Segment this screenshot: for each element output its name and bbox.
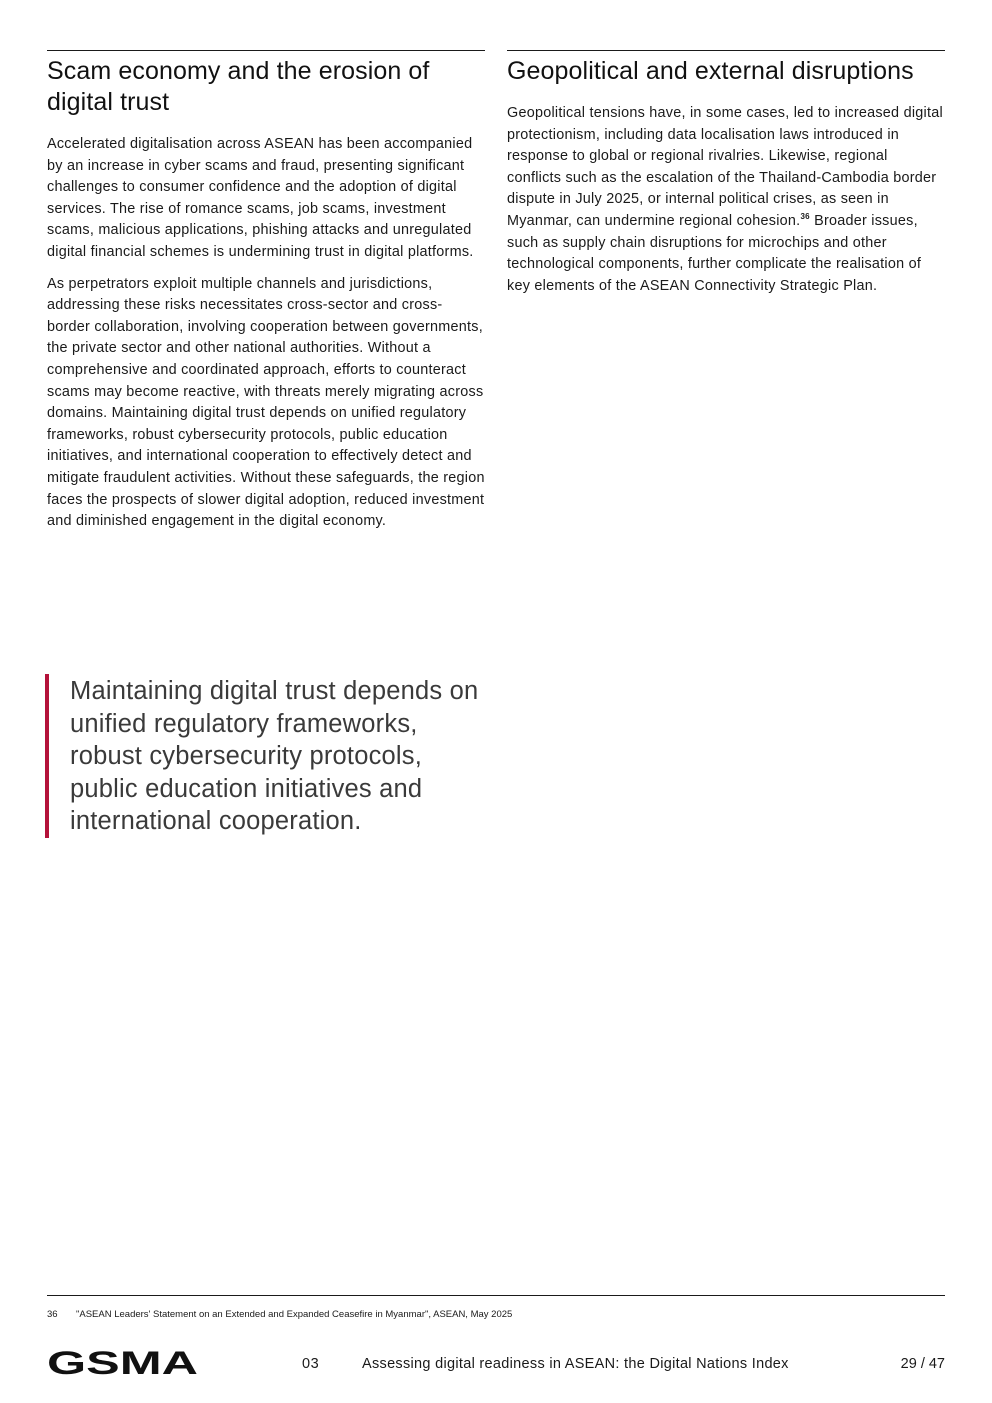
footnote-number: 36 [47,1309,58,1320]
footnote-text: "ASEAN Leaders' Statement on an Extended and Expanded Ceasefire in Myanmar", ASEAN, May 2025 [76,1309,513,1320]
left-column-rule [47,50,485,51]
footnote [47,1309,512,1320]
svg-text:GSMA: GSMA [47,1350,198,1376]
gsma-logo-icon [47,1350,199,1376]
paragraph-text: Broader issues, such as supply chain disruptions for microchips and other technological components, further complicate the realisation of key elements of the ASEAN Connectivity Strategic Plan. [507,212,922,294]
section-title-scam-economy: Scam economy and the erosion of digital trust [47,57,430,116]
paragraph: Accelerated digitalisation across ASEAN has been accompanied by an increase in cyber scams and fraud, presenting significant challenges to consumer confidence and the adoption of digital services. The rise of romance scams, job scams, investment scams, malicious applications, phishing attacks and unregulated digital financial schemes is undermining trust in digital platforms. [47,136,474,260]
footnote-divider [47,1295,945,1296]
footnote-reference[interactable]: 36 [800,212,810,222]
page-number: 29 / 47 [900,1356,945,1372]
pull-quote [45,674,485,838]
chapter-number: 03 [302,1356,320,1372]
document-title: Assessing digital readiness in ASEAN: the Digital Nations Index [362,1356,789,1372]
gsma-logo [47,1350,199,1381]
paragraph [507,103,945,297]
page-footer [47,1350,945,1378]
paragraph: As perpetrators exploit multiple channels and jurisdictions, addressing these risks necessitates cross-sector and cross-border collaboration, involving cooperation between governments, the private sector and other national authorities. Without a comprehensive and coordinated approach, efforts to counteract scams may become reactive, with threats merely migrating across domains. Maintaining digital trust depends on unified regulatory frameworks, robust cybersecurity protocols, public education initiatives, and international cooperation to effectively detect and mitigate fraudulent activities. Without these safeguards, the region faces the prospects of slower digital adoption, reduced investment and diminished engagement in the digital economy. [47,275,485,530]
right-column [507,50,945,307]
paragraph-text: Geopolitical tensions have, in some cases, led to increased digital protectionism, including data localisation laws introduced in response to global or regional rivalries. Likewise, regional conflicts such as the escalation of the Thailand-Cambodia border dispute in July 2025, or internal political crises, as seen in Myanmar, can undermine regional cohesion. [507,105,943,229]
section-title-geopolitical: Geopolitical and external disruptions [507,57,914,85]
left-column [47,50,485,543]
right-column-rule [507,50,945,51]
pull-quote-text: Maintaining digital trust depends on unified regulatory frameworks, robust cybersecurity protocols, public education initiatives and international cooperation. [70,677,479,836]
